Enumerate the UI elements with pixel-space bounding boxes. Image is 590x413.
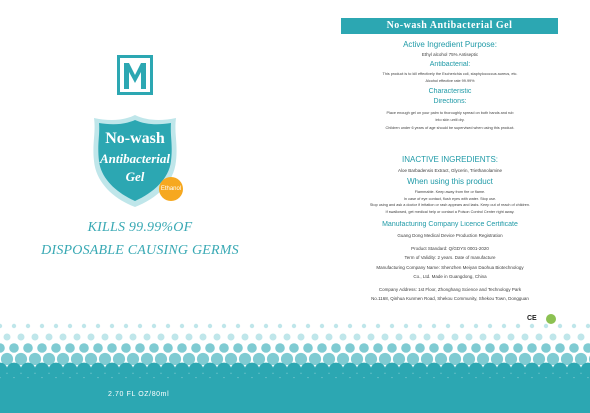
label-line: Aloe Barbadensis Extract, Glycerin, Triethanolamine (397, 168, 503, 173)
label-line: Active Ingredient Purpose: (403, 40, 497, 49)
label-line: Company Address: 1st Floor, Zhonghang Science and Technology Park (378, 287, 522, 292)
kills-claim-line-2: DISPOSABLE CAUSING GERMS (41, 243, 239, 258)
kills-claim-line-1: KILLS 99.99%OF (87, 220, 193, 235)
badge-title: No-wash (105, 130, 165, 147)
label-line: When using this product (407, 177, 493, 186)
label-line: Term of Validity: 2 years. Date of manufacture (404, 255, 496, 260)
badge-line-antibacterial: Antibacterial (99, 151, 171, 166)
ce-mark-icon: CE (527, 315, 537, 322)
label-line: Product Standard: Q/GDYS 0001-2020 (411, 246, 489, 251)
label-line: Manufacturing Company Licence Certificate (382, 221, 518, 228)
label-line: If swallowed, get medical help or contact a Poison Control Center right away. (385, 210, 515, 214)
label-line: Guang Dong Medical Device Production Registration (397, 233, 503, 238)
label-line: This product is to kill effectively the Escherichia coli, staphylococcus aureus, etc. (382, 72, 518, 76)
label-line: Alcohol effective rate 99.99% (425, 79, 475, 83)
label-line: Characteristic (428, 88, 472, 95)
label-line: Antibacterial: (429, 61, 471, 68)
label-line: Children under 6 years of age should be supervised when using this product. (385, 126, 515, 130)
label-line: Co., Ltd. Made in Guangdong, China (413, 274, 487, 279)
label-line: Place enough gel on your palm to thoroughly spread on both hands and rub (386, 111, 514, 115)
label-line: INACTIVE INGREDIENTS: (401, 155, 498, 164)
label-line: No.1168, Qinhua Kunmen Road, Shekou Community, Shekou Town, Dongguan (371, 296, 529, 301)
label-line: Manufacturing Company Name: Shenzhen Meiyan Daohua Biotechnology (376, 265, 524, 270)
net-volume: 2.70 FL OZ/80ml (108, 391, 170, 398)
brand-logo (117, 55, 153, 95)
product-title-bar: No-wash Antibacterial Gel (341, 18, 558, 34)
dot-pattern (0, 322, 590, 384)
label-line: Stop using and ask a doctor if irritation or rash appears and lasts. Keep out of reach of children. (369, 203, 531, 207)
label-line: In case of eye contact, flush eyes with water. Stop use. (403, 197, 497, 201)
label-line: into skin until dry. (435, 118, 465, 122)
label-line: Flammable. Keep away from fire or flame. (414, 190, 486, 194)
label-line: Ethyl alcohol 75% Antiseptic (421, 52, 479, 57)
badge-line-gel: Gel (125, 169, 145, 184)
footer-band (0, 380, 590, 413)
ethanol-sticker: Ethanol (159, 177, 183, 201)
label-line: Directions: (433, 98, 467, 105)
